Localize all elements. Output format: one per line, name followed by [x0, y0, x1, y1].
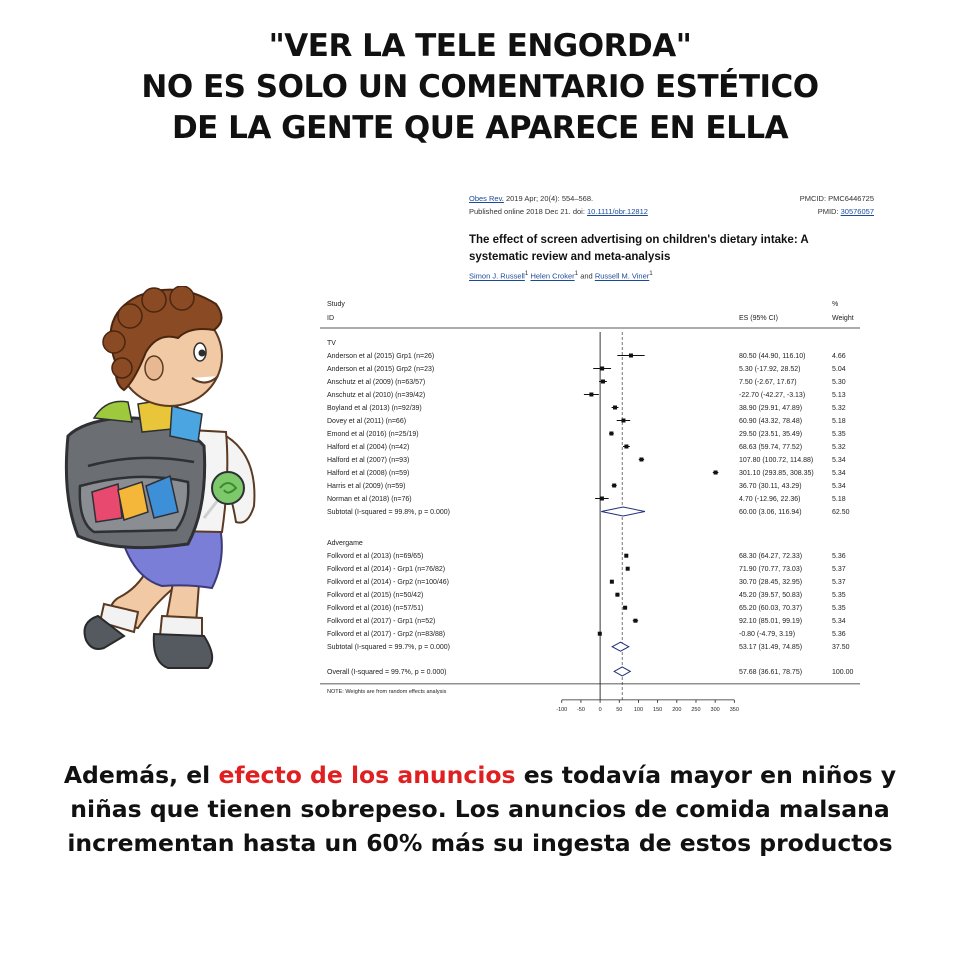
effect-size-ci: -0.80 (-4.79, 3.19) — [739, 631, 796, 639]
study-label: Anschutz et al (2009) (n=63/57) — [327, 379, 426, 386]
weight-value: 100.00 — [832, 668, 854, 676]
headline-line-1: "VER LA TELE ENGORDA" — [268, 28, 692, 64]
study-point — [601, 380, 605, 384]
study-point — [714, 471, 718, 475]
study-point — [624, 445, 628, 449]
x-tick-label: 150 — [653, 706, 663, 713]
column-header-percent: % — [832, 301, 839, 308]
group-label: TV — [327, 340, 336, 347]
study-point — [613, 406, 617, 410]
study-point — [600, 367, 604, 371]
caption-text: Además, el — [63, 761, 219, 789]
effect-size-ci: 65.20 (60.03, 70.37) — [739, 605, 803, 613]
caption-line-1 — [0, 758, 960, 792]
study-point — [623, 606, 627, 610]
study-point — [639, 458, 643, 462]
x-tick-label: 100 — [633, 706, 644, 713]
weight-value: 5.13 — [832, 392, 846, 399]
weight-value: 62.50 — [832, 509, 850, 516]
subtotal-label: Subtotal (I-squared = 99.8%, p = 0.000) — [327, 509, 450, 516]
caption-text: es todavía mayor en niños y — [515, 761, 897, 789]
headline-line-3: DE LA GENTE QUE APARECE EN ELLA — [171, 110, 789, 146]
effect-size-ci: 30.70 (28.45, 32.95) — [739, 579, 803, 587]
study-label: Folkvord et al (2017) - Grp1 (n=52) — [327, 618, 436, 626]
overall-diamond — [614, 667, 630, 676]
effect-size-ci: 107.80 (100.72, 114.88) — [739, 457, 814, 464]
weight-value: 5.30 — [832, 379, 846, 386]
weight-value: 5.35 — [832, 605, 846, 613]
effect-size-ci: -22.70 (-42.27, -3.13) — [739, 392, 806, 399]
author-link[interactable]: Russell M. Viner — [594, 271, 650, 281]
effect-size-ci: 38.90 (29.91, 47.89) — [739, 405, 803, 412]
study-label: Anderson et al (2015) Grp1 (n=26) — [327, 353, 435, 360]
study-point — [624, 554, 628, 558]
weight-value: 5.36 — [832, 553, 846, 561]
effect-size-ci: 68.30 (64.27, 72.33) — [739, 553, 803, 561]
weight-value: 5.35 — [832, 431, 846, 438]
study-point — [589, 393, 593, 397]
x-tick-label: 200 — [672, 706, 682, 713]
x-tick-label: 50 — [616, 706, 623, 713]
study-label: Anschutz et al (2010) (n=39/42) — [327, 392, 426, 399]
weight-value: 5.37 — [832, 566, 846, 574]
x-tick-label: -50 — [576, 706, 585, 713]
weight-value: 5.34 — [832, 457, 846, 464]
weight-value: 5.04 — [832, 366, 846, 373]
study-point — [615, 593, 619, 597]
pmid-label: PMID: — [817, 207, 841, 216]
study-point — [609, 432, 613, 436]
overall-label: Overall (I-squared = 99.7%, p = 0.000) — [327, 668, 447, 676]
caption-line-2: niñas que tienen sobrepeso. Los anuncios de comida malsana — [70, 795, 890, 823]
caption-highlight: efecto de los anuncios — [218, 761, 516, 789]
column-header-weight: Weight — [832, 315, 854, 322]
study-label: Harris et al (2009) (n=59) — [327, 483, 406, 490]
pmcid: PMCID: PMC6446725 — [799, 194, 874, 203]
headline-line-2: NO ES SOLO UN COMENTARIO ESTÉTICO — [141, 69, 819, 105]
weight-value: 4.66 — [832, 353, 846, 360]
x-tick-label: 250 — [691, 706, 701, 713]
study-point — [598, 632, 602, 636]
weight-value: 5.37 — [832, 579, 846, 587]
effect-size-ci: 301.10 (293.85, 308.35) — [739, 470, 814, 477]
caption — [0, 758, 960, 860]
study-label: Folkvord et al (2013) (n=69/65) — [327, 553, 424, 561]
effect-size-ci: 68.63 (59.74, 77.52) — [739, 444, 803, 451]
weight-value: 5.34 — [832, 618, 846, 626]
weight-value: 5.32 — [832, 444, 846, 451]
effect-size-ci: 60.90 (43.32, 78.48) — [739, 418, 803, 425]
study-label: Halford et al (2004) (n=42) — [327, 444, 410, 451]
study-label: Halford et al (2008) (n=59) — [327, 470, 410, 477]
study-point — [629, 354, 633, 358]
paper-title: The effect of screen advertising on children's dietary intake: A systematic review and meta-analysis — [469, 234, 809, 263]
published-text: Published online 2018 Dec 21. doi: — [469, 207, 588, 216]
paper-excerpt — [312, 186, 872, 716]
study-label: Dovey et al (2011) (n=66) — [327, 418, 407, 425]
child-with-backpack-illustration — [58, 286, 284, 674]
weight-value: 37.50 — [832, 644, 850, 652]
forest-plot — [312, 296, 872, 716]
published-line — [469, 207, 648, 216]
effect-size-ci: 36.70 (30.11, 43.29) — [739, 483, 802, 490]
study-label: Folkvord et al (2015) (n=50/42) — [327, 592, 424, 600]
subtotal-diamond — [601, 507, 645, 516]
author-affiliation: 1 — [649, 270, 653, 277]
weight-value: 5.34 — [832, 483, 846, 490]
author-list — [469, 270, 653, 281]
effect-size-ci: 53.17 (31.49, 74.85) — [739, 644, 803, 652]
x-tick-label: -100 — [556, 706, 568, 713]
author-affiliation: 1 — [574, 270, 579, 277]
study-label: Folkvord et al (2014) - Grp2 (n=100/46) — [327, 579, 449, 587]
weights-note: NOTE: Weights are from random effects analysis — [327, 688, 447, 695]
study-point — [621, 419, 625, 423]
effect-size-ci: 29.50 (23.51, 35.49) — [739, 431, 803, 438]
journal-link[interactable]: Obes Rev. — [469, 194, 504, 203]
effect-size-ci: 92.10 (85.01, 99.19) — [739, 618, 803, 626]
caption-line-3: incrementan hasta un 60% más su ingesta de estos productos — [67, 829, 893, 857]
study-point — [612, 484, 616, 488]
column-header-id: ID — [327, 315, 334, 322]
weight-value: 5.18 — [832, 496, 846, 503]
author-link[interactable]: Helen Croker — [530, 271, 575, 281]
column-header-study: Study — [327, 301, 345, 308]
column-header-es: ES (95% CI) — [739, 315, 778, 322]
citation-text: 2019 Apr; 20(4): 554–568. — [503, 194, 594, 203]
effect-size-ci: 7.50 (-2.67, 17.67) — [739, 379, 797, 386]
effect-size-ci: 5.30 (-17.92, 28.52) — [739, 366, 801, 373]
effect-size-ci: 57.68 (36.61, 78.75) — [739, 668, 803, 676]
effect-size-ci: 45.20 (39.57, 50.83) — [739, 592, 803, 600]
weight-value: 5.34 — [832, 470, 846, 477]
study-label: Folkvord et al (2014) - Grp1 (n=76/82) — [327, 566, 446, 574]
author-conjunction: and — [580, 271, 593, 281]
weight-value: 5.32 — [832, 405, 846, 412]
doi-link[interactable]: 10.1111/obr.12812 — [587, 207, 648, 216]
study-point — [626, 567, 630, 571]
study-point — [610, 580, 614, 584]
study-label: Norman et al (2018) (n=76) — [327, 496, 412, 503]
author-link[interactable]: Simon J. Russell — [469, 271, 525, 281]
group-label: Advergame — [327, 540, 363, 548]
study-label: Emond et al (2016) (n=25/19) — [327, 431, 419, 438]
effect-size-ci: 60.00 (3.06, 116.94) — [739, 509, 802, 516]
study-point — [633, 619, 637, 623]
study-label: Boyland et al (2013) (n=92/39) — [327, 405, 422, 412]
journal-citation — [469, 194, 593, 203]
x-tick-label: 0 — [598, 706, 602, 713]
effect-size-ci: 71.90 (70.77, 73.03) — [739, 566, 803, 574]
headline — [0, 26, 960, 149]
x-tick-label: 300 — [710, 706, 720, 713]
pmid-line — [818, 207, 874, 216]
x-tick-label: 350 — [729, 706, 739, 713]
author-affiliation: 1 — [524, 270, 529, 277]
effect-size-ci: 4.70 (-12.96, 22.36) — [739, 496, 801, 503]
study-label: Halford et al (2007) (n=93) — [327, 457, 410, 464]
study-label: Anderson et al (2015) Grp2 (n=23) — [327, 366, 435, 373]
weight-value: 5.35 — [832, 592, 846, 600]
effect-size-ci: 80.50 (44.90, 116.10) — [739, 353, 806, 360]
subtotal-label: Subtotal (I-squared = 99.7%, p = 0.000) — [327, 644, 450, 652]
weight-value: 5.36 — [832, 631, 846, 639]
pmid-link[interactable]: 30576057 — [840, 207, 874, 216]
study-label: Folkvord et al (2017) - Grp2 (n=83/88) — [327, 631, 446, 639]
study-label: Folkvord et al (2016) (n=57/51) — [327, 605, 424, 613]
weight-value: 5.18 — [832, 418, 846, 425]
study-point — [600, 497, 604, 501]
subtotal-diamond — [612, 642, 629, 651]
